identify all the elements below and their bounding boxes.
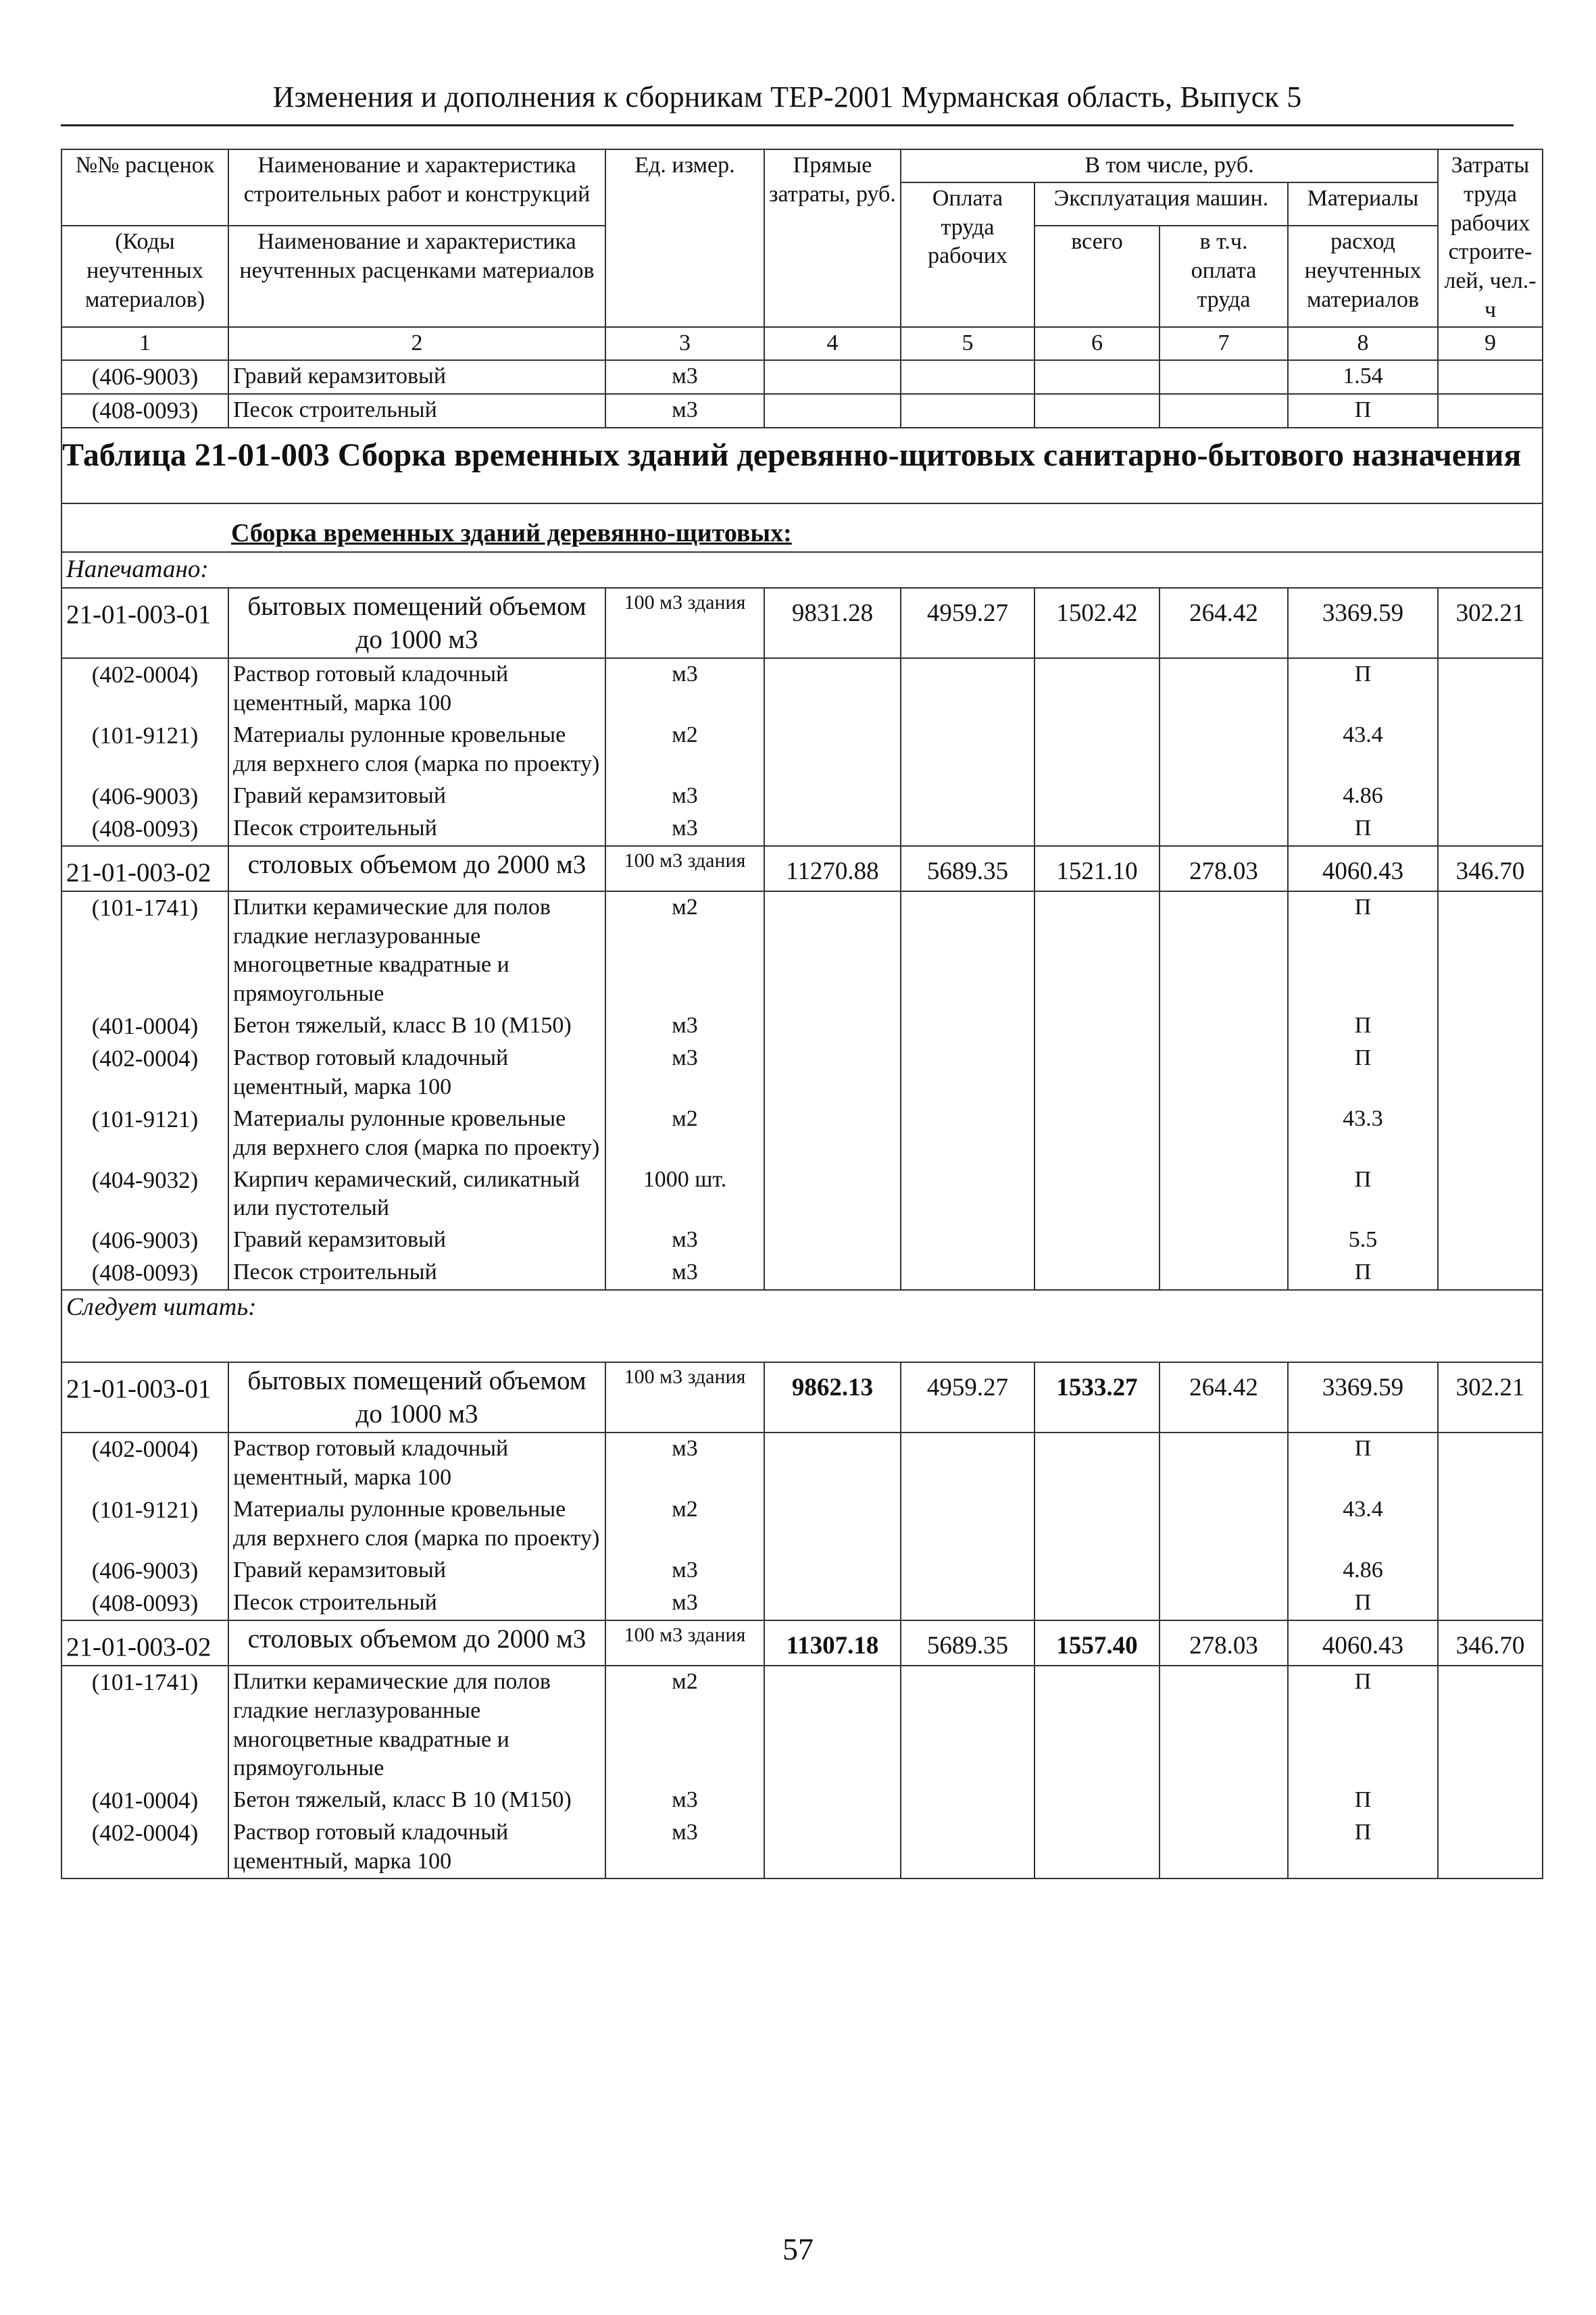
position-code: 21-01-003-01 xyxy=(61,1362,228,1433)
empty-cell xyxy=(901,1257,1034,1290)
machine-labor-costs: 264.42 xyxy=(1159,1362,1288,1433)
material-row xyxy=(61,360,1543,394)
empty-cell xyxy=(1159,1494,1288,1555)
header-rule xyxy=(61,124,1514,126)
position-unit: 100 м3 здания xyxy=(605,1362,764,1433)
empty-cell xyxy=(1034,1494,1159,1555)
material-unit: м3 xyxy=(605,813,764,846)
empty-cell xyxy=(764,1224,901,1257)
empty-cell xyxy=(1159,1257,1288,1290)
empty-cell xyxy=(1159,1555,1288,1587)
empty-cell xyxy=(764,1164,901,1225)
material-unit: м2 xyxy=(605,1494,764,1555)
material-consumption: 4.86 xyxy=(1288,1555,1438,1587)
material-consumption: П xyxy=(1288,1817,1438,1878)
position-row xyxy=(61,1620,1543,1666)
material-row xyxy=(61,1043,1543,1103)
material-row xyxy=(61,1587,1543,1620)
material-name: Материалы рулонные кровельные для верхнего слоя (марка по проекту) xyxy=(228,720,605,780)
material-name: Материалы рулонные кровельные для верхнего слоя (марка по проекту) xyxy=(228,1494,605,1555)
materials-costs: 4060.43 xyxy=(1288,846,1438,891)
header-col8-bottom: расход неучтенных материалов xyxy=(1288,226,1438,327)
empty-cell xyxy=(1159,780,1288,813)
material-unit: м3 xyxy=(605,1587,764,1620)
header-group: В том числе, руб. xyxy=(901,149,1438,182)
empty-cell xyxy=(764,891,901,1010)
material-name: Гравий керамзитовый xyxy=(228,1555,605,1587)
col-number: 2 xyxy=(228,327,605,360)
material-unit: м3 xyxy=(605,1043,764,1103)
material-unit: м3 xyxy=(605,394,764,428)
empty-cell xyxy=(901,1785,1034,1817)
header-row-1 xyxy=(61,149,1543,182)
label-row xyxy=(61,552,1543,588)
empty-cell xyxy=(764,1433,901,1494)
empty-cell xyxy=(901,1666,1034,1785)
material-code: (101-9121) xyxy=(61,1494,228,1555)
material-code: (406-9003) xyxy=(61,360,228,394)
material-row xyxy=(61,813,1543,846)
empty-cell xyxy=(764,1666,901,1785)
empty-cell xyxy=(764,1555,901,1587)
material-unit: м3 xyxy=(605,1010,764,1043)
labor-costs: 4959.27 xyxy=(901,588,1034,658)
materials-costs: 3369.59 xyxy=(1288,588,1438,658)
table-title-row xyxy=(61,428,1543,503)
empty-cell xyxy=(1438,1257,1543,1290)
empty-cell xyxy=(764,813,901,846)
position-row xyxy=(61,846,1543,891)
material-name: Раствор готовый кладочный цементный, марка 100 xyxy=(228,1433,605,1494)
header-col2-bottom: Наименование и характеристика неучтенных расценками материалов xyxy=(228,226,605,327)
empty-cell xyxy=(1034,813,1159,846)
material-unit: м3 xyxy=(605,1785,764,1817)
material-row xyxy=(61,1164,1543,1225)
empty-cell xyxy=(1159,1666,1288,1785)
empty-cell xyxy=(1034,1224,1159,1257)
empty-cell xyxy=(1159,891,1288,1010)
position-code: 21-01-003-02 xyxy=(61,1620,228,1666)
empty-cell xyxy=(901,1043,1034,1103)
empty-cell xyxy=(1034,780,1159,813)
empty-cell xyxy=(1034,1785,1159,1817)
material-name: Раствор готовый кладочный цементный, марка 100 xyxy=(228,1043,605,1103)
material-code: (101-9121) xyxy=(61,1103,228,1164)
machine-costs: 1557.40 xyxy=(1034,1620,1159,1666)
material-code: (406-9003) xyxy=(61,780,228,813)
label-printed: Напечатано: xyxy=(61,552,1543,588)
material-consumption: П xyxy=(1288,658,1438,720)
empty-cell xyxy=(1159,1010,1288,1043)
material-row xyxy=(61,394,1543,428)
empty-cell xyxy=(1034,1817,1159,1878)
col-number: 9 xyxy=(1438,327,1543,360)
material-name: Плитки керамические для полов гладкие неглазурованные многоцветные квадратные и прямоугольные xyxy=(228,1666,605,1785)
machine-labor-costs: 278.03 xyxy=(1159,846,1288,891)
material-row xyxy=(61,1010,1543,1043)
material-row xyxy=(61,1103,1543,1164)
labor-hours: 302.21 xyxy=(1438,588,1543,658)
machine-costs: 1533.27 xyxy=(1034,1362,1159,1433)
empty-cell xyxy=(1438,1785,1543,1817)
col-number: 8 xyxy=(1288,327,1438,360)
empty-cell xyxy=(901,1433,1034,1494)
material-code: (401-0004) xyxy=(61,1785,228,1817)
material-code: (101-9121) xyxy=(61,720,228,780)
direct-costs: 9831.28 xyxy=(764,588,901,658)
page-number: 57 xyxy=(782,2232,814,2266)
header-col1-top: №№ расценок xyxy=(61,149,228,226)
material-unit: м3 xyxy=(605,780,764,813)
empty-cell xyxy=(1159,1433,1288,1494)
material-consumption: П xyxy=(1288,1433,1438,1494)
empty-cell xyxy=(901,1164,1034,1225)
empty-cell xyxy=(764,780,901,813)
header-col5: Оплата труда рабочих xyxy=(901,182,1034,327)
empty-cell xyxy=(1034,1666,1159,1785)
empty-cell xyxy=(1438,1010,1543,1043)
machine-costs: 1502.42 xyxy=(1034,588,1159,658)
position-name: бытовых помещений объемом до 1000 м3 xyxy=(228,588,605,658)
material-row xyxy=(61,1257,1543,1290)
empty-cell xyxy=(1438,780,1543,813)
empty-cell xyxy=(1159,1164,1288,1225)
position-row xyxy=(61,1362,1543,1433)
empty-cell xyxy=(1034,1010,1159,1043)
empty-cell xyxy=(901,891,1034,1010)
material-code: (406-9003) xyxy=(61,1555,228,1587)
material-consumption: П xyxy=(1288,1043,1438,1103)
material-unit: 1000 шт. xyxy=(605,1164,764,1225)
material-unit: м2 xyxy=(605,891,764,1010)
machine-labor-costs: 264.42 xyxy=(1159,588,1288,658)
material-consumption: 1.54 xyxy=(1288,360,1438,394)
material-code: (408-0093) xyxy=(61,1587,228,1620)
material-unit: м3 xyxy=(605,658,764,720)
material-consumption: П xyxy=(1288,891,1438,1010)
empty-cell xyxy=(1159,1587,1288,1620)
material-consumption: 43.3 xyxy=(1288,1103,1438,1164)
empty-cell xyxy=(764,658,901,720)
position-row xyxy=(61,588,1543,658)
material-consumption: П xyxy=(1288,1666,1438,1785)
empty-cell xyxy=(1034,720,1159,780)
empty-cell xyxy=(901,1494,1034,1555)
material-row xyxy=(61,1433,1543,1494)
material-consumption: 43.4 xyxy=(1288,1494,1438,1555)
empty-cell xyxy=(1438,813,1543,846)
material-unit: м2 xyxy=(605,720,764,780)
empty-cell xyxy=(1159,1817,1288,1878)
material-unit: м3 xyxy=(605,1224,764,1257)
empty-cell xyxy=(764,1494,901,1555)
empty-cell xyxy=(1438,1555,1543,1587)
labor-hours: 302.21 xyxy=(1438,1362,1543,1433)
materials-costs: 4060.43 xyxy=(1288,1620,1438,1666)
material-unit: м3 xyxy=(605,1555,764,1587)
empty-cell xyxy=(1438,891,1543,1010)
empty-cell xyxy=(1438,1164,1543,1225)
direct-costs: 9862.13 xyxy=(764,1362,901,1433)
labor-costs: 4959.27 xyxy=(901,1362,1034,1433)
material-name: Плитки керамические для полов гладкие неглазурованные многоцветные квадратные и прямоугольные xyxy=(228,891,605,1010)
header-col1-bottom: (Коды неучтенных материалов) xyxy=(61,226,228,327)
material-consumption: П xyxy=(1288,1164,1438,1225)
page-header: Изменения и дополнения к сборникам ТЕР-2001 Мурманская область, Выпуск 5 xyxy=(272,80,1302,114)
price-table xyxy=(61,149,1543,1879)
empty-cell xyxy=(1438,1587,1543,1620)
col-number: 4 xyxy=(764,327,901,360)
header-col6: всего xyxy=(1034,226,1159,327)
empty-cell xyxy=(1159,1103,1288,1164)
empty-cell xyxy=(1159,1043,1288,1103)
empty-cell xyxy=(1159,1224,1288,1257)
empty-cell xyxy=(901,1010,1034,1043)
material-code: (401-0004) xyxy=(61,1010,228,1043)
label-row xyxy=(61,1290,1543,1362)
col-number: 3 xyxy=(605,327,764,360)
col-number: 6 xyxy=(1034,327,1159,360)
material-name: Песок строительный xyxy=(228,813,605,846)
empty-cell xyxy=(1034,1103,1159,1164)
empty-cell xyxy=(901,1103,1034,1164)
header-col7: в т.ч. оплата труда xyxy=(1159,226,1288,327)
empty-cell xyxy=(901,1555,1034,1587)
material-code: (402-0004) xyxy=(61,1043,228,1103)
header-numbers-row xyxy=(61,327,1543,360)
material-row xyxy=(61,720,1543,780)
material-consumption: 43.4 xyxy=(1288,720,1438,780)
empty-cell xyxy=(901,1817,1034,1878)
empty-cell xyxy=(1159,658,1288,720)
material-row xyxy=(61,891,1543,1010)
position-name: столовых объемом до 2000 м3 xyxy=(228,1620,605,1666)
empty-cell xyxy=(764,720,901,780)
material-consumption: П xyxy=(1288,1587,1438,1620)
material-code: (408-0093) xyxy=(61,1257,228,1290)
material-row xyxy=(61,1666,1543,1785)
material-row xyxy=(61,1494,1543,1555)
empty-cell xyxy=(901,780,1034,813)
section-title-row xyxy=(61,503,1543,552)
empty-cell xyxy=(1034,1555,1159,1587)
empty-cell xyxy=(1438,1433,1543,1494)
material-name: Кирпич керамический, силикатный или пустотелый xyxy=(228,1164,605,1225)
position-unit: 100 м3 здания xyxy=(605,1620,764,1666)
material-code: (402-0004) xyxy=(61,1433,228,1494)
empty-cell xyxy=(901,1224,1034,1257)
empty-cell xyxy=(1034,1043,1159,1103)
empty-cell xyxy=(1438,658,1543,720)
empty-cell xyxy=(764,1043,901,1103)
material-row xyxy=(61,780,1543,813)
labor-hours: 346.70 xyxy=(1438,846,1543,891)
empty-cell xyxy=(1438,1666,1543,1785)
material-name: Песок строительный xyxy=(228,1257,605,1290)
material-code: (101-1741) xyxy=(61,891,228,1010)
material-consumption: П xyxy=(1288,1785,1438,1817)
material-name: Гравий керамзитовый xyxy=(228,780,605,813)
material-consumption: П xyxy=(1288,1257,1438,1290)
section-title: Сборка временных зданий деревянно-щитовых: xyxy=(61,503,1543,552)
direct-costs: 11270.88 xyxy=(764,846,901,891)
material-unit: м3 xyxy=(605,1257,764,1290)
position-name: столовых объемом до 2000 м3 xyxy=(228,846,605,891)
material-code: (402-0004) xyxy=(61,1817,228,1878)
material-name: Материалы рулонные кровельные для верхнего слоя (марка по проекту) xyxy=(228,1103,605,1164)
position-code: 21-01-003-01 xyxy=(61,588,228,658)
table-title: Таблица 21-01-003 Сборка временных зданий деревянно-щитовых санитарно-бытового назначения xyxy=(61,428,1543,503)
material-code: (408-0093) xyxy=(61,394,228,428)
empty-cell xyxy=(764,1010,901,1043)
position-unit: 100 м3 здания xyxy=(605,588,764,658)
col-number: 7 xyxy=(1159,327,1288,360)
header-col4: Прямые затраты, руб. xyxy=(764,149,901,327)
empty-cell xyxy=(1438,1043,1543,1103)
col-number: 5 xyxy=(901,327,1034,360)
header-col67: Эксплуатация машин. xyxy=(1034,182,1288,226)
material-name: Гравий керамзитовый xyxy=(228,360,605,394)
material-row xyxy=(61,1224,1543,1257)
material-name: Бетон тяжелый, класс В 10 (М150) xyxy=(228,1785,605,1817)
materials-costs: 3369.59 xyxy=(1288,1362,1438,1433)
header-col2-top: Наименование и характеристика строительных работ и конструкций xyxy=(228,149,605,226)
material-unit: м2 xyxy=(605,1103,764,1164)
position-unit: 100 м3 здания xyxy=(605,846,764,891)
header-col3: Ед. измер. xyxy=(605,149,764,327)
material-row xyxy=(61,1785,1543,1817)
material-name: Гравий керамзитовый xyxy=(228,1224,605,1257)
empty-cell xyxy=(764,1817,901,1878)
empty-cell xyxy=(901,720,1034,780)
material-code: (408-0093) xyxy=(61,813,228,846)
material-consumption: П xyxy=(1288,813,1438,846)
empty-cell xyxy=(764,1785,901,1817)
col-number: 1 xyxy=(61,327,228,360)
empty-cell xyxy=(764,1587,901,1620)
material-unit: м2 xyxy=(605,1666,764,1785)
empty-cell xyxy=(764,1257,901,1290)
material-consumption: 5.5 xyxy=(1288,1224,1438,1257)
empty-cell xyxy=(901,813,1034,846)
empty-cell xyxy=(1034,1433,1159,1494)
empty-cell xyxy=(1034,658,1159,720)
empty-cell xyxy=(1438,1224,1543,1257)
material-name: Бетон тяжелый, класс В 10 (М150) xyxy=(228,1010,605,1043)
labor-costs: 5689.35 xyxy=(901,1620,1034,1666)
header-col8-top: Материалы xyxy=(1288,182,1438,226)
material-code: (101-1741) xyxy=(61,1666,228,1785)
material-unit: м3 xyxy=(605,1817,764,1878)
material-name: Песок строительный xyxy=(228,394,605,428)
material-row xyxy=(61,658,1543,720)
material-code: (404-9032) xyxy=(61,1164,228,1225)
empty-cell xyxy=(1159,1785,1288,1817)
material-consumption: 4.86 xyxy=(1288,780,1438,813)
material-unit: м3 xyxy=(605,360,764,394)
header-col9: Затраты труда рабочих строите-лей, чел.-ч xyxy=(1438,149,1543,327)
material-consumption: П xyxy=(1288,394,1438,428)
empty-cell xyxy=(1034,1587,1159,1620)
position-name: бытовых помещений объемом до 1000 м3 xyxy=(228,1362,605,1433)
material-code: (402-0004) xyxy=(61,658,228,720)
empty-cell xyxy=(1438,1103,1543,1164)
material-name: Раствор готовый кладочный цементный, марка 100 xyxy=(228,658,605,720)
empty-cell xyxy=(1159,813,1288,846)
empty-cell xyxy=(1034,1164,1159,1225)
empty-cell xyxy=(1438,1494,1543,1555)
corrected-section xyxy=(61,1362,1543,1878)
material-consumption: П xyxy=(1288,1010,1438,1043)
empty-cell xyxy=(901,1587,1034,1620)
label-read: Следует читать: xyxy=(61,1290,1543,1362)
empty-cell xyxy=(901,658,1034,720)
direct-costs: 11307.18 xyxy=(764,1620,901,1666)
machine-labor-costs: 278.03 xyxy=(1159,1620,1288,1666)
position-code: 21-01-003-02 xyxy=(61,846,228,891)
empty-cell xyxy=(1438,720,1543,780)
material-name: Раствор готовый кладочный цементный, марка 100 xyxy=(228,1817,605,1878)
material-row xyxy=(61,1555,1543,1587)
labor-hours: 346.70 xyxy=(1438,1620,1543,1666)
empty-cell xyxy=(1438,1817,1543,1878)
empty-cell xyxy=(1034,1257,1159,1290)
material-unit: м3 xyxy=(605,1433,764,1494)
machine-costs: 1521.10 xyxy=(1034,846,1159,891)
material-row xyxy=(61,1817,1543,1878)
material-name: Песок строительный xyxy=(228,1587,605,1620)
labor-costs: 5689.35 xyxy=(901,846,1034,891)
printed-section xyxy=(61,588,1543,1290)
empty-cell xyxy=(1159,720,1288,780)
empty-cell xyxy=(764,1103,901,1164)
material-code: (406-9003) xyxy=(61,1224,228,1257)
empty-cell xyxy=(1034,891,1159,1010)
